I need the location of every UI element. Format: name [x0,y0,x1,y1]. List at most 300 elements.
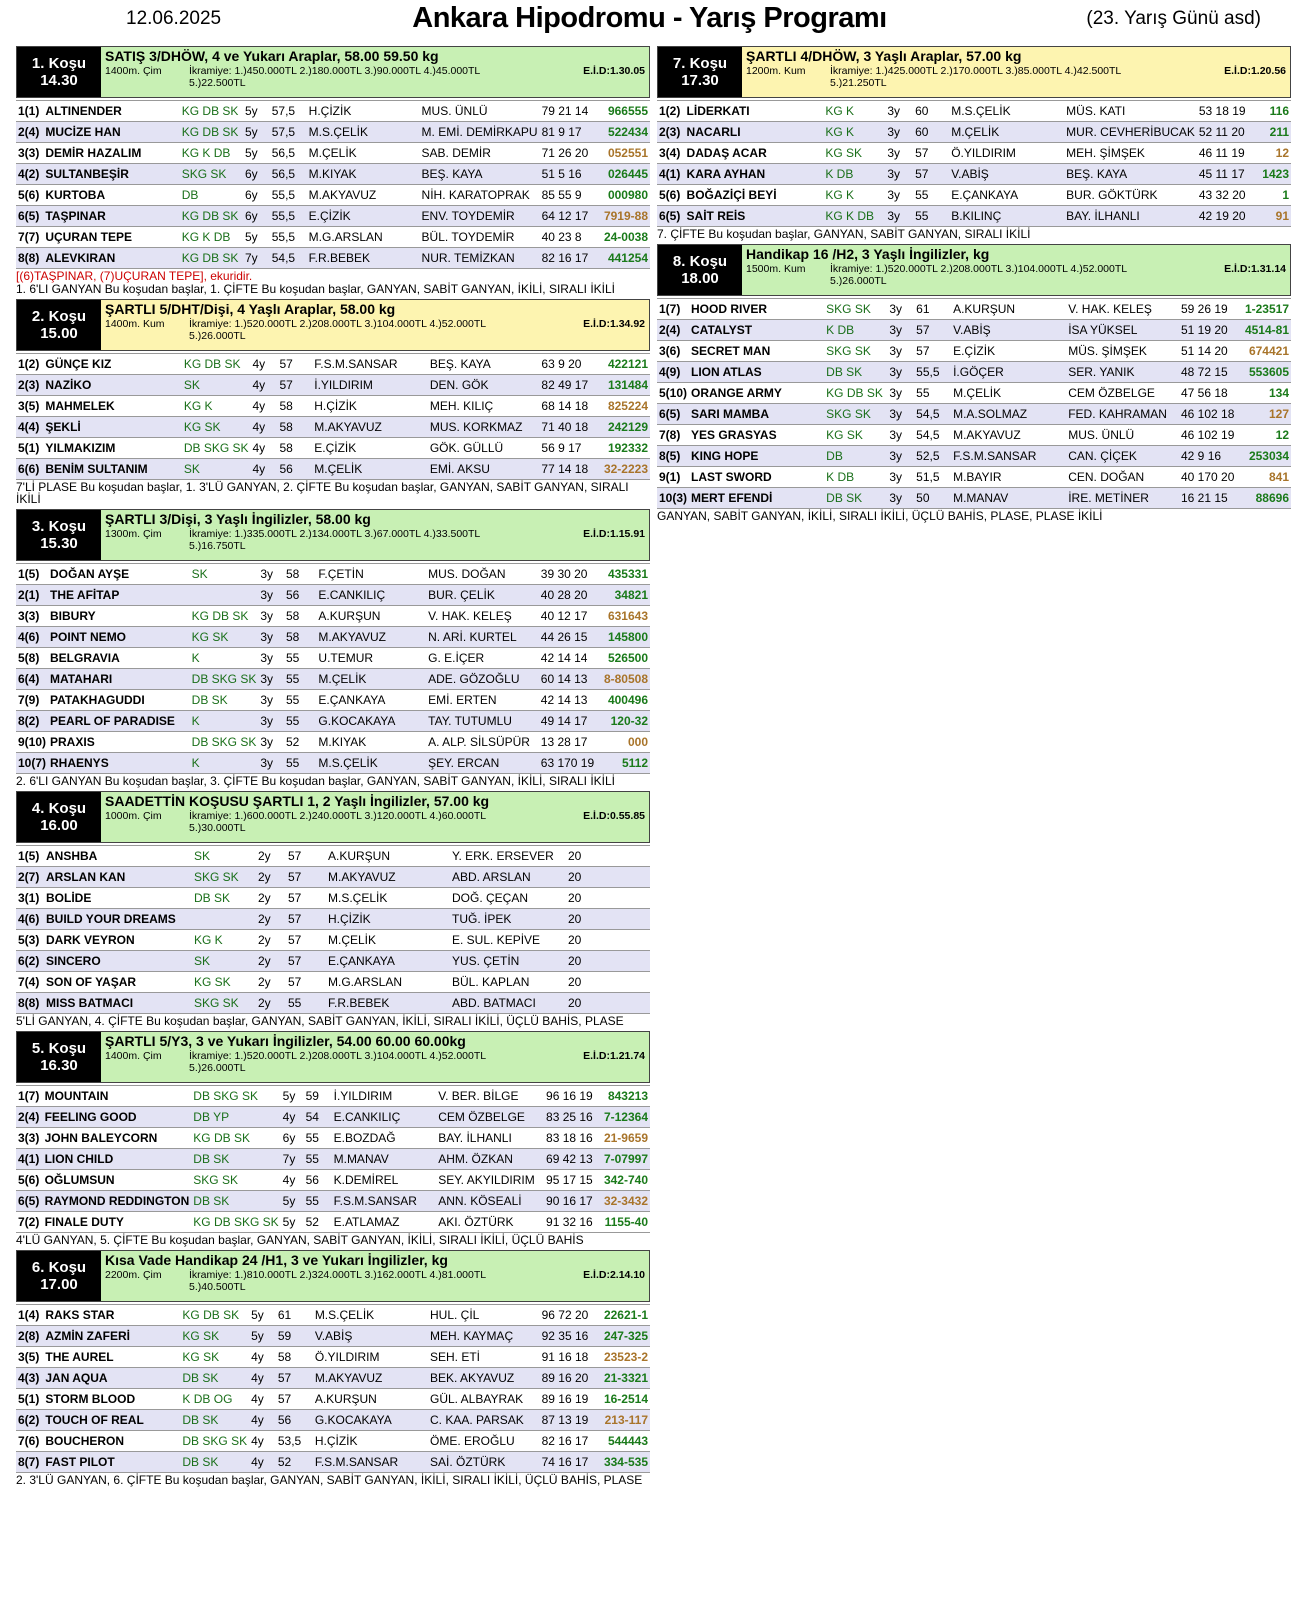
table-row[interactable] [16,1410,650,1431]
horse-number: 5(3) [16,930,44,951]
owner-name: CAN. ÇİÇEK [1066,446,1179,467]
race-prize-extra: 5.)16.750TL [189,540,246,552]
table-row[interactable] [657,143,1291,164]
horse-form: 32-2223 [602,459,650,480]
horse-age: 5y [243,227,270,248]
owner-name: BAY. İLHANLI [1064,206,1197,227]
horse-name: GÜNÇE KIZ [43,354,181,375]
table-row[interactable] [16,354,650,375]
race-number: 4. Koşu [31,800,87,817]
race-note: 7. ÇİFTE Bu koşudan başlar, GANYAN, SABİT GANYAN, SIRALI İKİLİ [657,227,1031,241]
horse-age: 6y [243,164,270,185]
horse-weight: 57 [286,867,326,888]
horse-form: 213-117 [602,1410,650,1431]
horse-form: 7-12364 [602,1107,650,1128]
table-row[interactable] [16,1452,650,1473]
horse-name: SAİT REİS [685,206,824,227]
table-row[interactable] [16,1191,650,1212]
table-row[interactable] [657,320,1291,341]
horse-name: LION ATLAS [689,362,824,383]
race-details [105,810,645,822]
horse-form: 24-0038 [602,227,650,248]
horse-stats: 20 [566,909,632,930]
race-note: 5'Lİ GANYAN, 4. ÇİFTE Bu koşudan başlar, GANYAN, SABİT GANYAN, İKİLİ, SIRALI İKİLİ, ÜÇLÜ BAHİS, PLASE [16,1014,624,1028]
table-row[interactable] [16,1305,650,1326]
race-prize: İkramiye: 1.)520.000TL 2.)208.000TL 3.)104.000TL 4.)52.000TL [189,1050,487,1062]
table-row[interactable] [657,425,1291,446]
horse-stats: 87 13 19 [540,1410,602,1431]
horse-number: 6(5) [16,206,43,227]
horse-form: 88696 [1243,488,1291,509]
table-row[interactable] [16,417,650,438]
owner-name: V. HAK. KELEŞ [1066,299,1179,320]
horse-weight: 59 [304,1086,332,1107]
owner-name: MUS. ÜNLÜ [1066,425,1179,446]
horse-pedigree: DB SK [180,1452,249,1473]
table-row[interactable] [16,606,650,627]
horse-form: 544443 [602,1431,650,1452]
horse-table [657,100,1291,227]
table-row[interactable] [16,564,650,585]
table-row[interactable] [657,488,1291,509]
owner-name: SER. YANIK [1066,362,1179,383]
horse-name: MUCİZE HAN [43,122,179,143]
table-row[interactable] [16,648,650,669]
horse-weight: 57 [913,143,949,164]
race-title: SAADETTİN KOŞUSU ŞARTLI 1, 2 Yaşlı İngilizler, 57.00 kg [105,793,490,809]
horse-name: NAZİKO [43,375,181,396]
horse-weight: 61 [914,299,951,320]
table-row[interactable] [16,1347,650,1368]
race-eid: E.İ.D:0.55.85 [583,810,645,822]
horse-form: 34821 [602,585,650,606]
horse-number: 4(2) [16,164,43,185]
horse-name: SINCERO [44,951,192,972]
horse-name: FEELING GOOD [43,1107,192,1128]
owner-name: BAY. İLHANLI [436,1128,544,1149]
horse-name: MATAHARI [48,669,190,690]
horse-weight: 57 [913,164,949,185]
horse-number: 3(5) [16,396,43,417]
horse-number: 7(9) [16,690,48,711]
horse-weight: 57 [914,341,951,362]
horse-name: TOUCH OF REAL [43,1410,180,1431]
horse-name: ARSLAN KAN [44,867,192,888]
horse-number: 3(3) [16,606,48,627]
horse-form: 12 [1243,425,1291,446]
race-block [657,46,1291,240]
race-note: [(6)TAŞPINAR, (7)UÇURAN TEPE], ekuridir. [16,269,253,283]
owner-name: M. EMİ. DEMİRKAPU [420,122,540,143]
horse-stats: 13 28 17 [539,732,602,753]
owner-name: AHM. ÖZKAN [436,1149,544,1170]
owner-name: NİH. KARATOPRAK [420,185,540,206]
horse-number: 5(1) [16,1389,43,1410]
race-time: 15.00 [40,325,78,342]
race-number: 7. Koşu [672,55,728,72]
horse-pedigree: KG DB SK [180,122,243,143]
horse-age: 6y [281,1128,304,1149]
table-row[interactable] [16,1212,650,1233]
jockey-name: E.CANKILIÇ [316,585,426,606]
horse-pedigree: KG DB SK [180,101,243,122]
horse-pedigree: K DB OG [180,1389,249,1410]
jockey-name: M.S.ÇELİK [313,1305,428,1326]
race-block [16,509,650,787]
horse-stats: 42 19 20 [1197,206,1260,227]
horse-age: 3y [258,627,284,648]
table-row[interactable] [16,248,650,269]
horse-weight: 56 [276,1410,313,1431]
horse-stats: 20 [566,993,632,1014]
horse-pedigree: KG DB SK [180,1305,249,1326]
table-row[interactable] [16,143,650,164]
horse-pedigree: DB [180,185,243,206]
race-badge [17,1032,101,1082]
table-row[interactable] [657,101,1291,122]
table-row[interactable] [16,867,650,888]
horse-stats: 49 14 17 [539,711,602,732]
horse-age: 2y [256,930,286,951]
horse-number: 5(6) [657,185,685,206]
table-row[interactable] [16,888,650,909]
horse-pedigree: KG DB SK [180,206,243,227]
table-row[interactable] [16,1128,650,1149]
table-row[interactable] [16,993,650,1014]
jockey-name: M.AKYAVUZ [313,1368,428,1389]
owner-name: E. SUL. KEPİVE [450,930,566,951]
horse-age: 3y [887,341,914,362]
race-distance: 2200m. Çim [105,1269,162,1281]
horse-pedigree: KG SK [180,1347,249,1368]
table-row[interactable] [16,1326,650,1347]
horse-stats: 71 26 20 [540,143,602,164]
table-row[interactable] [657,362,1291,383]
horse-form [632,846,650,867]
race-prize: İkramiye: 1.)450.000TL 2.)180.000TL 3.)90.000TL 4.)45.000TL [189,65,481,77]
horse-age: 5y [281,1086,304,1107]
horse-weight: 52 [284,732,316,753]
horse-form: 21-9659 [602,1128,650,1149]
horse-weight: 58 [284,627,316,648]
horse-number: 8(5) [657,446,689,467]
table-row[interactable] [657,467,1291,488]
table-row[interactable] [16,1431,650,1452]
horse-form: 127 [1243,404,1291,425]
horse-weight: 55,5 [270,206,307,227]
horse-form: 052551 [602,143,650,164]
race-header [16,46,650,98]
table-row[interactable] [16,227,650,248]
horse-weight: 55,5 [270,185,307,206]
table-row[interactable] [16,438,650,459]
horse-form: 966555 [602,101,650,122]
horse-number: 1(7) [16,1086,43,1107]
horse-name: DOĞAN AYŞE [48,564,190,585]
horse-name: BOUCHERON [43,1431,180,1452]
horse-pedigree: KG SK [190,627,259,648]
race-eid: E.İ.D:1.21.74 [583,1050,645,1062]
horse-form [632,951,650,972]
horse-name: ALEVKIRAN [43,248,179,269]
table-row[interactable] [16,669,650,690]
horse-stats: 69 42 13 [544,1149,602,1170]
horse-pedigree: KG DB SK [191,1128,280,1149]
horse-pedigree: KG DB SK [190,606,259,627]
horse-weight: 57 [286,930,326,951]
horse-weight: 51,5 [914,467,951,488]
horse-age: 2y [256,993,286,1014]
horse-number: 5(8) [16,648,48,669]
table-row[interactable] [657,185,1291,206]
horse-name: POINT NEMO [48,627,190,648]
table-row[interactable] [657,341,1291,362]
race-distance: 1400m. Kum [105,318,165,330]
horse-name: LION CHILD [43,1149,192,1170]
owner-name: G. E.İÇER [426,648,539,669]
horse-number: 4(6) [16,909,44,930]
race-distance: 1200m. Kum [746,65,806,77]
table-row[interactable] [16,1086,650,1107]
race-number: 8. Koşu [672,253,728,270]
horse-number: 4(9) [657,362,689,383]
table-row[interactable] [16,1170,650,1191]
table-row[interactable] [16,164,650,185]
horse-age: 5y [243,101,270,122]
horse-number: 2(4) [16,1107,43,1128]
horse-number: 6(5) [657,206,685,227]
table-row[interactable] [16,396,650,417]
horse-age: 3y [887,404,914,425]
race-header [16,1250,650,1302]
table-row[interactable] [16,585,650,606]
race-header [16,299,650,351]
left-column [16,46,650,1490]
horse-age: 3y [887,467,914,488]
horse-age: 3y [885,185,913,206]
horse-name: DARK VEYRON [44,930,192,951]
horse-pedigree: KG DB SK [824,383,887,404]
page-title: Ankara Hipodromu - Yarış Programı [412,2,887,34]
jockey-name: M.KIYAK [316,732,426,753]
horse-form: 000 [602,732,650,753]
horse-name: PEARL OF PARADISE [48,711,190,732]
horse-weight: 56 [284,585,316,606]
table-row[interactable] [16,1107,650,1128]
table-row[interactable] [16,732,650,753]
horse-weight: 57 [276,1389,313,1410]
table-row[interactable] [657,383,1291,404]
horse-weight: 54 [304,1107,332,1128]
owner-name: ANN. KÖSEALİ [436,1191,544,1212]
table-row[interactable] [657,122,1291,143]
table-row[interactable] [657,206,1291,227]
horse-weight: 60 [913,122,949,143]
race-prize-extra: 5.)30.000TL [189,822,246,834]
horse-weight: 57,5 [270,101,307,122]
horse-age: 3y [887,320,914,341]
race-time: 18.00 [681,270,719,287]
horse-pedigree: K DB [824,320,887,341]
table-row[interactable] [16,690,650,711]
owner-name: BUR. GÖKTÜRK [1064,185,1197,206]
owner-name: ADE. GÖZOĞLU [426,669,539,690]
horse-form: 435331 [602,564,650,585]
horse-weight: 54,5 [914,404,951,425]
horse-pedigree: KG K [182,396,251,417]
jockey-name: G.KOCAKAYA [316,711,426,732]
table-row[interactable] [16,459,650,480]
table-row[interactable] [16,1368,650,1389]
horse-stats: 91 32 16 [544,1212,602,1233]
horse-number: 2(4) [16,122,43,143]
horse-age: 4y [251,375,278,396]
horse-weight: 52 [304,1212,332,1233]
horse-stats: 20 [566,951,632,972]
horse-number: 1(2) [16,354,43,375]
table-row[interactable] [16,122,650,143]
table-row[interactable] [657,164,1291,185]
jockey-name: A.KURŞUN [316,606,426,627]
horse-number: 5(6) [16,1170,43,1191]
jockey-name: M.AKYAVUZ [312,417,428,438]
jockey-name: M.ÇELİK [949,122,1064,143]
horse-stats: 90 16 17 [544,1191,602,1212]
horse-form: 131484 [602,375,650,396]
table-row[interactable] [16,375,650,396]
horse-form: 253034 [1243,446,1291,467]
horse-age: 3y [887,299,914,320]
horse-name: FAST PILOT [43,1452,180,1473]
jockey-name: M.BAYIR [951,467,1066,488]
race-info [742,245,1290,295]
race-eid: E.İ.D:1.34.92 [583,318,645,330]
horse-form: 7-07997 [602,1149,650,1170]
horse-stats: 89 16 19 [540,1389,602,1410]
jockey-name: E.ÇİZİK [951,341,1066,362]
race-block [657,244,1291,522]
horse-stats: 77 14 18 [539,459,602,480]
horse-pedigree: SKG SK [192,867,256,888]
horse-stats: 46 102 18 [1179,404,1243,425]
horse-weight: 55 [913,206,949,227]
jockey-name: F.R.BEBEK [326,993,450,1014]
horse-stats: 48 72 15 [1179,362,1243,383]
horse-number: 1(5) [16,564,48,585]
table-row[interactable] [657,404,1291,425]
horse-form: 1-23517 [1243,299,1291,320]
horse-weight: 55 [913,185,949,206]
horse-form: 134 [1243,383,1291,404]
horse-form [632,909,650,930]
horse-age: 4y [249,1431,276,1452]
table-row[interactable] [16,1389,650,1410]
horse-pedigree: KG K [823,185,885,206]
jockey-name: A.KURŞUN [951,299,1066,320]
race-distance: 1300m. Çim [105,528,162,540]
table-row[interactable] [16,972,650,993]
owner-name: ABD. ARSLAN [450,867,566,888]
table-row[interactable] [16,711,650,732]
table-row[interactable] [16,1149,650,1170]
jockey-name: V.ABİŞ [313,1326,428,1347]
horse-number: 4(3) [16,1368,43,1389]
horse-name: ALTINENDER [43,101,179,122]
horse-name: ANSHBA [44,846,192,867]
horse-stats: 20 [566,888,632,909]
horse-name: RAYMOND REDDINGTON [43,1191,192,1212]
jockey-name: H.ÇİZİK [307,101,420,122]
horse-weight: 50 [914,488,951,509]
horse-age: 3y [885,164,913,185]
race-distance: 1000m. Çim [105,810,162,822]
race-header [16,791,650,843]
horse-weight: 55 [304,1191,332,1212]
table-row[interactable] [16,101,650,122]
table-row[interactable] [657,446,1291,467]
table-row[interactable] [16,627,650,648]
horse-pedigree: DB SK [824,488,887,509]
horse-stats: 40 12 17 [539,606,602,627]
owner-name: N. ARİ. KURTEL [426,627,539,648]
horse-name: BIBURY [48,606,190,627]
table-row[interactable] [16,753,650,774]
race-distance: 1400m. Çim [105,65,162,77]
jockey-name: M.KIYAK [307,164,420,185]
horse-name: NACARLI [685,122,824,143]
owner-name: BEK. AKYAVUZ [428,1368,540,1389]
race-badge [658,47,742,97]
race-number: 3. Koşu [31,518,87,535]
horse-table [16,563,650,774]
table-row[interactable] [16,206,650,227]
race-badge [17,510,101,560]
horse-form: 422121 [602,354,650,375]
jockey-name: M.ÇELİK [326,930,450,951]
horse-form: 211 [1260,122,1291,143]
horse-form: 4514-81 [1243,320,1291,341]
table-row[interactable] [16,846,650,867]
horse-number: 6(5) [657,404,689,425]
horse-stats: 20 [566,930,632,951]
horse-weight: 58 [277,396,312,417]
table-row[interactable] [16,930,650,951]
jockey-name: M.AKYAVUZ [951,425,1066,446]
horse-name: KARA AYHAN [685,164,824,185]
jockey-name: H.ÇİZİK [313,1431,428,1452]
race-distance: 1400m. Çim [105,1050,162,1062]
horse-age: 2y [256,951,286,972]
horse-age: 3y [258,648,284,669]
horse-stats: 81 9 17 [540,122,602,143]
horse-name: SECRET MAN [689,341,824,362]
horse-name: KURTOBA [43,185,179,206]
horse-pedigree: SKG SK [824,404,887,425]
table-row[interactable] [657,299,1291,320]
race-details [105,1269,645,1281]
horse-pedigree: DB SKG SK [190,669,259,690]
horse-name: THE AUREL [43,1347,180,1368]
race-time: 14.30 [40,72,78,89]
horse-weight: 58 [277,438,312,459]
horse-age: 3y [258,669,284,690]
horse-stats: 68 14 18 [539,396,602,417]
race-title: ŞARTLI 5/Y3, 3 ve Yukarı İngilizler, 54.00 60.00 60.00kg [105,1033,466,1049]
table-row[interactable] [16,909,650,930]
table-row[interactable] [16,185,650,206]
jockey-name: M.MANAV [951,488,1066,509]
table-row[interactable] [16,951,650,972]
